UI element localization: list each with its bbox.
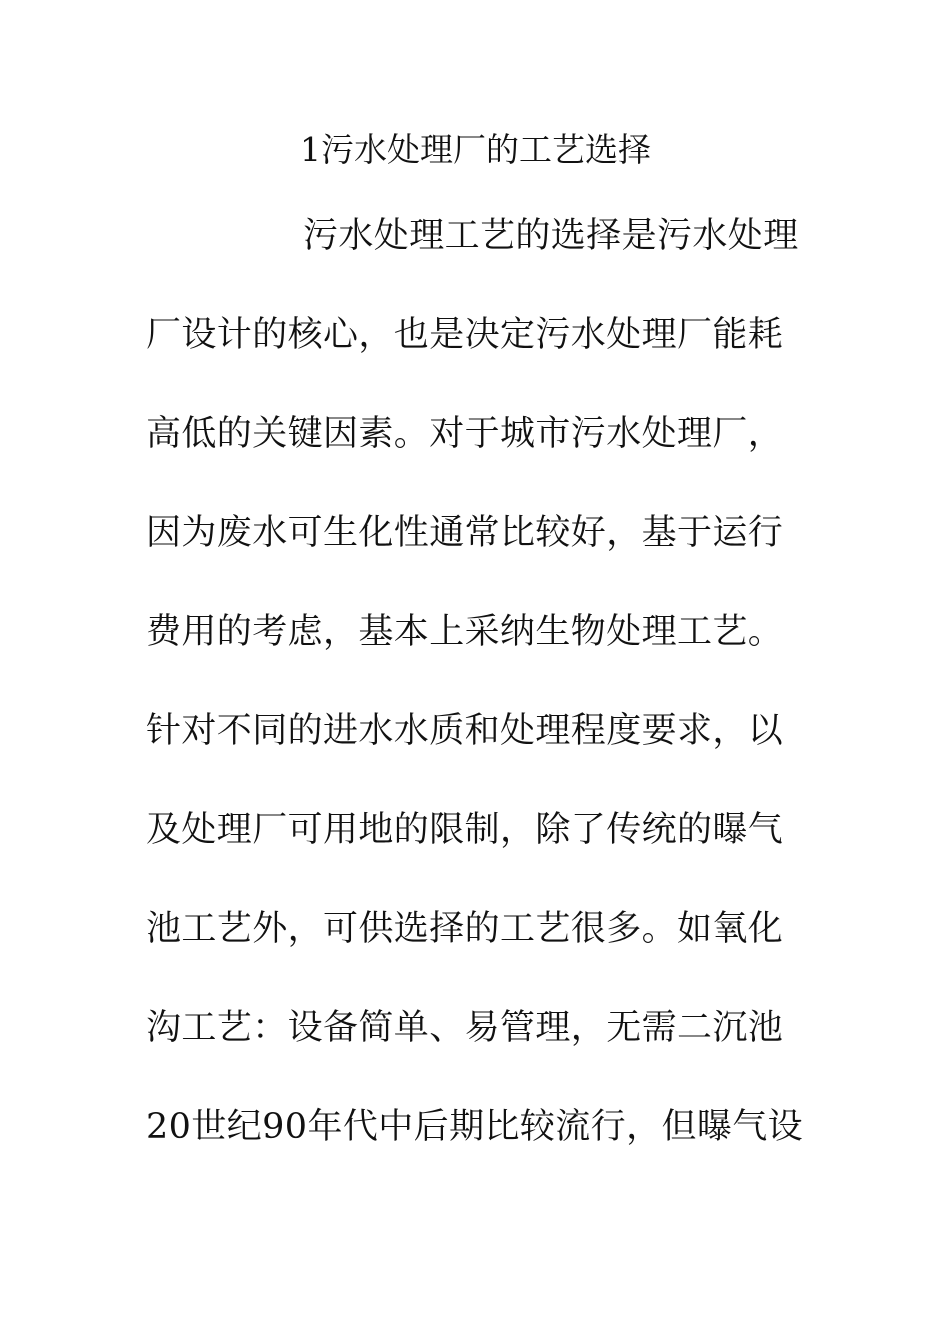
paragraph-line: 池工艺外，可供选择的工艺很多。如氧化 xyxy=(146,909,784,949)
paragraph-line: 污水处理工艺的选择是污水处理 xyxy=(303,216,799,256)
paragraph-line: 厂设计的核心，也是决定污水处理厂能耗 xyxy=(146,315,784,355)
paragraph-line: 20世纪90年代中后期比较流行，但曝气设 xyxy=(146,1107,804,1147)
paragraph-line: 高低的关键因素。对于城市污水处理厂， xyxy=(146,414,784,454)
section-title: 1污水处理厂的工艺选择 xyxy=(300,130,651,169)
paragraph-line: 因为废水可生化性通常比较好，基于运行 xyxy=(146,513,784,553)
paragraph-line: 沟工艺：设备简单、易管理，无需二沉池 xyxy=(146,1008,784,1048)
paragraph-line: 及处理厂可用地的限制，除了传统的曝气 xyxy=(146,810,784,850)
paragraph-line: 费用的考虑，基本上采纳生物处理工艺。 xyxy=(146,612,784,652)
paragraph-line: 针对不同的进水水质和处理程度要求，以 xyxy=(146,711,784,751)
